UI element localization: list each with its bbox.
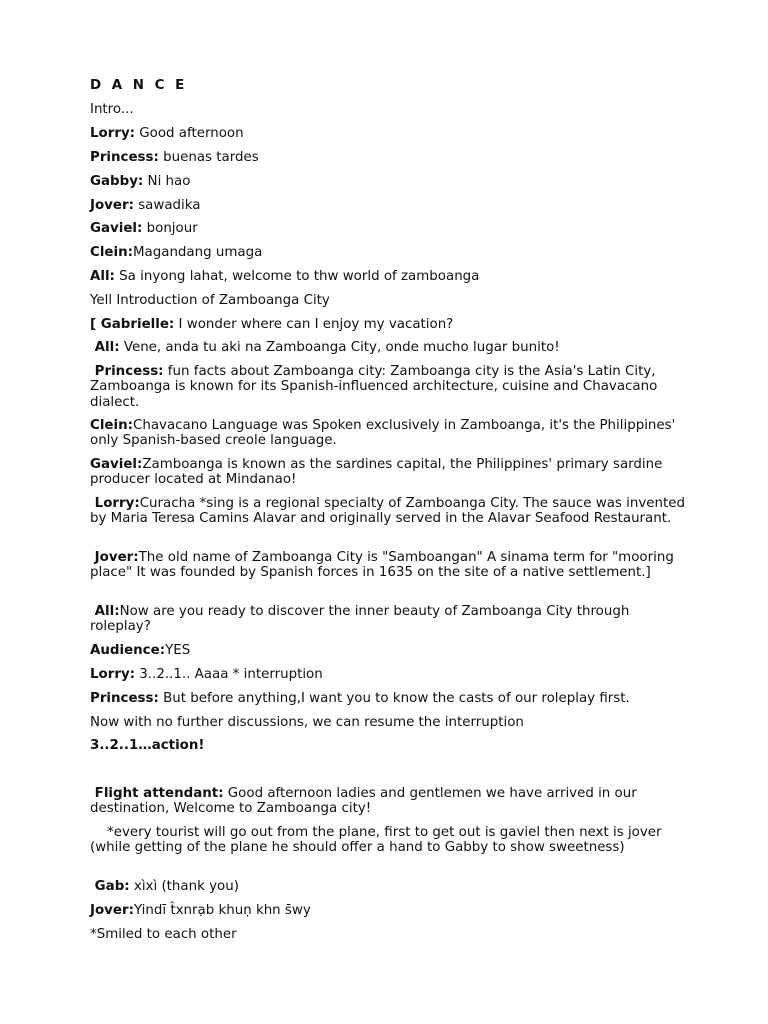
script-line: All: Vene, anda tu aki na Zamboanga City, onde mucho lugar bunito!: [90, 340, 560, 355]
script-line: 3..2..1…action!: [90, 738, 205, 753]
script-line: Intro...: [90, 102, 134, 117]
script-line: Clein:Magandang umaga: [90, 245, 263, 260]
script-line: Princess: But before anything,I want you to know the casts of our roleplay first.: [90, 691, 630, 706]
script-line: Lorry: 3..2..1.. Aaaa * interruption: [90, 667, 323, 682]
script-line: Yell Introduction of Zamboanga City: [90, 293, 330, 308]
script-line: All: Sa inyong lahat, welcome to thw world of zamboanga: [90, 269, 480, 284]
script-line: Princess: buenas tardes: [90, 150, 259, 165]
script-line: *every tourist will go out from the plane, first to get out is gaviel then next is jover (while getting of the plane he should offer a hand to Gabby to show sweetness): [90, 825, 666, 856]
document-title: D A N C E: [90, 78, 188, 93]
script-line: Gabby: Ni hao: [90, 174, 191, 189]
script-line: Audience:YES: [90, 643, 191, 658]
script-line: Lorry:Curacha *sing is a regional specialty of Zamboanga City. The sauce was invented by Maria Teresa Camins Alavar and originally served in the Alavar Seafood Restaurant.: [90, 496, 690, 527]
script-line: Gab: xìxì (thank you): [90, 879, 239, 894]
script-line: Clein:Chavacano Language was Spoken exclusively in Zamboanga, it's the Philippines' only Spanish-based creole language.: [90, 418, 680, 449]
script-line: Gaviel: bonjour: [90, 221, 198, 236]
script-line: Jover:Yindī t̂xnrạb khuṇ khn s̄wy: [90, 903, 311, 918]
script-line: All:Now are you ready to discover the inner beauty of Zamboanga City through roleplay?: [90, 604, 634, 635]
script-line: Lorry: Good afternoon: [90, 126, 244, 141]
script-line: Jover:The old name of Zamboanga City is "Samboangan" A sinama term for "mooring place" It was founded by Spanish forces in 1635 on the site of a native settlement.]: [90, 550, 679, 581]
script-line: [ Gabrielle: I wonder where can I enjoy my vacation?: [90, 317, 454, 332]
script-line: Jover: sawadika: [90, 198, 201, 213]
script-line: *Smiled to each other: [90, 927, 237, 942]
script-line: Now with no further discussions, we can resume the interruption: [90, 715, 524, 730]
script-line: Gaviel:Zamboanga is known as the sardines capital, the Philippines' primary sardine producer located at Mindanao!: [90, 457, 667, 488]
script-line: Flight attendant: Good afternoon ladies and gentlemen we have arrived in our destination, Welcome to Zamboanga city!: [90, 786, 641, 817]
script-line: Princess: fun facts about Zamboanga city: Zamboanga city is the Asia's Latin City, Zamboanga is known for its Spanish-influenced architecture, cuisine and Chavacano dialect.: [90, 364, 662, 410]
